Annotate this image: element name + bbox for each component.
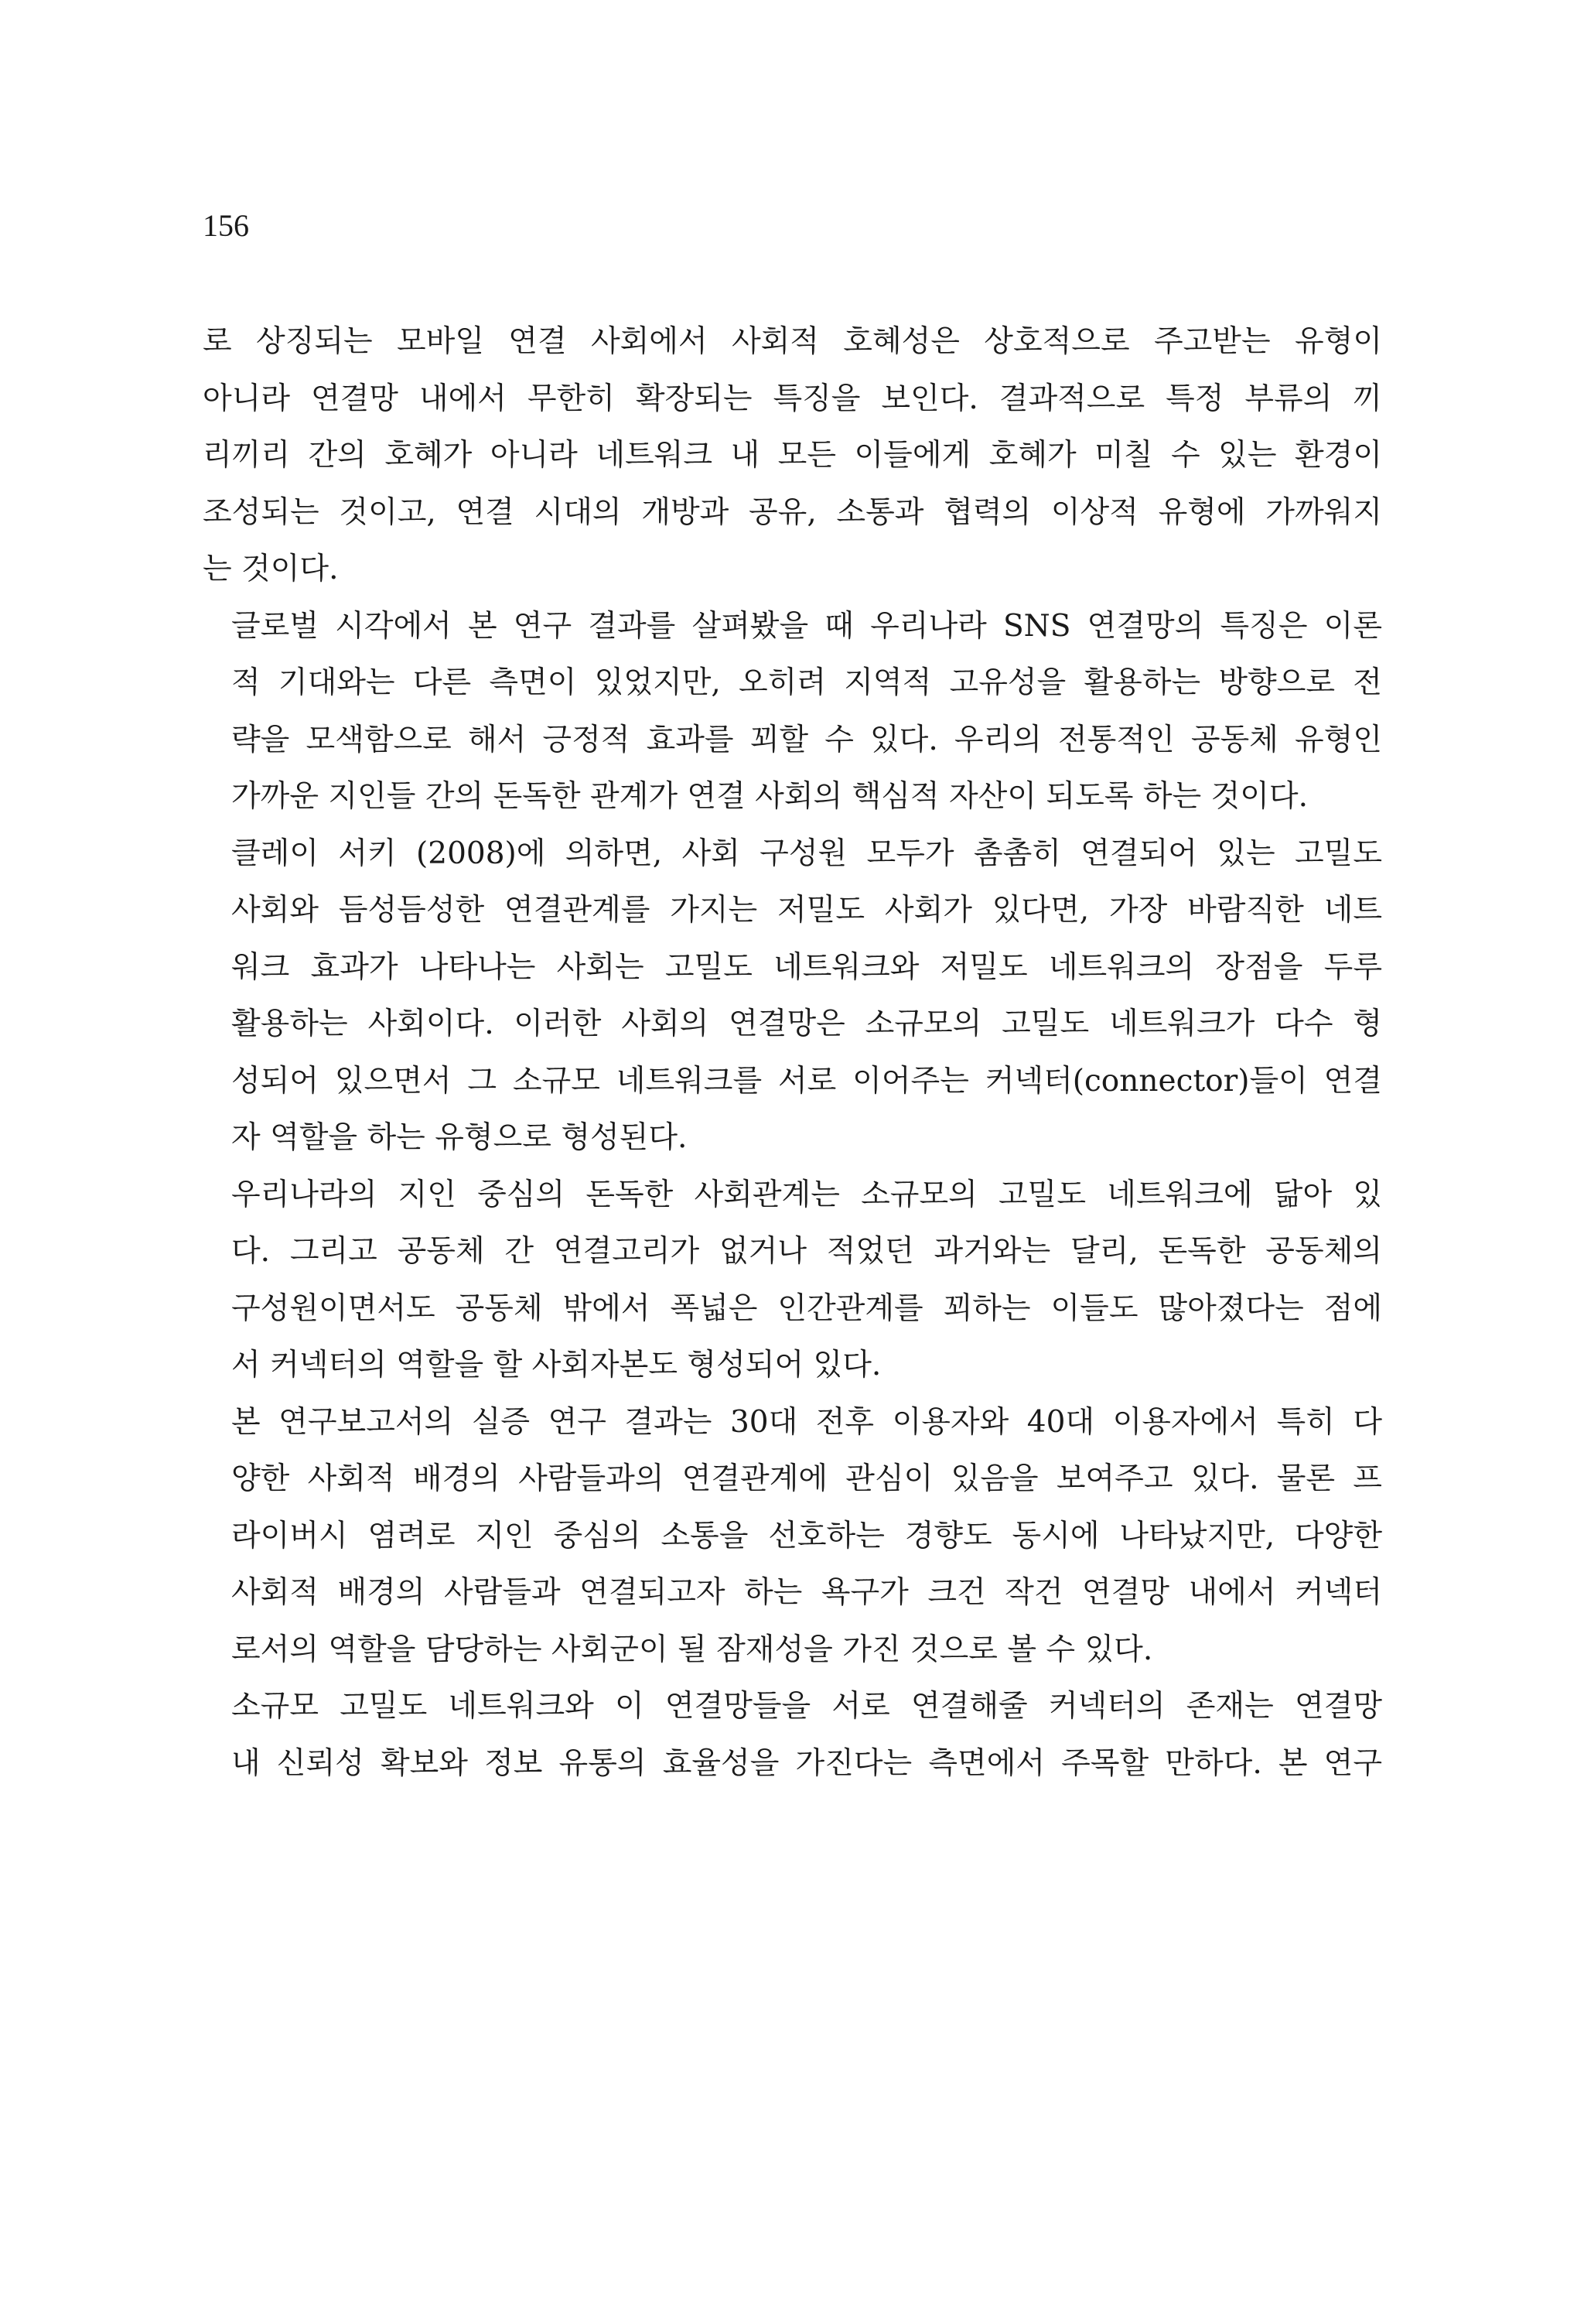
text-line: 우리나라의 지인 중심의 돈독한 사회관계는 소규모의 고밀도 네트워크에 닮아 있 xyxy=(231,1177,1382,1212)
text-line: 성되어 있으면서 그 소규모 네트워크를 서로 이어주는 커넥터(connector)들이 연결 xyxy=(231,1063,1382,1099)
text-line: 로 상징되는 모바일 연결 사회에서 사회적 호혜성은 상호적으로 주고받는 유형이 xyxy=(203,324,1382,359)
text-line: 자 역할을 하는 유형으로 형성된다. xyxy=(231,1120,688,1155)
text-line: 활용하는 사회이다. 이러한 사회의 연결망은 소규모의 고밀도 네트워크가 다수 형 xyxy=(231,1006,1382,1041)
paragraph-6 xyxy=(203,1678,1382,1792)
text-line: 소규모 고밀도 네트워크와 이 연결망들을 서로 연결해줄 커넥터의 존재는 연결망 xyxy=(231,1689,1382,1724)
text-line: 서 커넥터의 역할을 할 사회자본도 형성되어 있다. xyxy=(231,1348,882,1382)
paragraph-4 xyxy=(203,1167,1382,1394)
text-line: 사회와 듬성듬성한 연결관계를 가지는 저밀도 사회가 있다면, 가장 바람직한 네트 xyxy=(231,893,1382,928)
text-line: 글로벌 시각에서 본 연구 결과를 살펴봤을 때 우리나라 SNS 연결망의 특징은 이론 xyxy=(231,608,1382,644)
text-line: 구성원이면서도 공동체 밖에서 폭넓은 인간관계를 꾀하는 이들도 많아졌다는 점에 xyxy=(231,1290,1382,1326)
body-text xyxy=(203,313,1382,1792)
text-line: 략을 모색함으로 해서 긍정적 효과를 꾀할 수 있다. 우리의 전통적인 공동체 유형인 xyxy=(231,722,1382,757)
paragraph-2 xyxy=(203,598,1382,825)
page-number: 156 xyxy=(203,208,249,243)
paragraph-3 xyxy=(203,825,1382,1167)
paragraph-5 xyxy=(203,1394,1382,1679)
paragraph-1 xyxy=(203,313,1382,598)
text-line: 양한 사회적 배경의 사람들과의 연결관계에 관심이 있음을 보여주고 있다. 물론 프 xyxy=(231,1461,1382,1496)
text-line: 적 기대와는 다른 측면이 있었지만, 오히려 지역적 고유성을 활용하는 방향으로 전 xyxy=(231,665,1382,700)
text-line: 본 연구보고서의 실증 연구 결과는 30대 전후 이용자와 40대 이용자에서 특히 다 xyxy=(231,1404,1382,1440)
text-line: 다. 그리고 공동체 간 연결고리가 없거나 적었던 과거와는 달리, 돈독한 공동체의 xyxy=(231,1234,1382,1269)
text-line: 클레이 서키 (2008)에 의하면, 사회 구성원 모두가 촘촘히 연결되어 있는 고밀도 xyxy=(231,836,1382,871)
text-line: 조성되는 것이고, 연결 시대의 개방과 공유, 소통과 협력의 이상적 유형에 가까워지 xyxy=(203,494,1382,530)
text-line: 로서의 역할을 담당하는 사회군이 될 잠재성을 가진 것으로 볼 수 있다. xyxy=(231,1632,1153,1667)
text-line: 라이버시 염려로 지인 중심의 소통을 선호하는 경향도 동시에 나타났지만, 다양한 xyxy=(231,1518,1382,1553)
text-line: 사회적 배경의 사람들과 연결되고자 하는 욕구가 크건 작건 연결망 내에서 커넥터 xyxy=(231,1575,1382,1610)
text-line: 워크 효과가 나타나는 사회는 고밀도 네트워크와 저밀도 네트워크의 장점을 두루 xyxy=(231,949,1382,985)
text-line: 리끼리 간의 호혜가 아니라 네트워크 내 모든 이들에게 호혜가 미칠 수 있는 환경이 xyxy=(203,438,1382,473)
text-line: 내 신뢰성 확보와 정보 유통의 효율성을 가진다는 측면에서 주목할 만하다. 본 연구 xyxy=(231,1745,1382,1781)
text-line: 가까운 지인들 간의 돈독한 관계가 연결 사회의 핵심적 자산이 되도록 하는 것이다. xyxy=(231,779,1309,814)
text-line: 는 것이다. xyxy=(203,552,339,586)
text-line: 아니라 연결망 내에서 무한히 확장되는 특징을 보인다. 결과적으로 특정 부류의 끼 xyxy=(203,381,1382,416)
